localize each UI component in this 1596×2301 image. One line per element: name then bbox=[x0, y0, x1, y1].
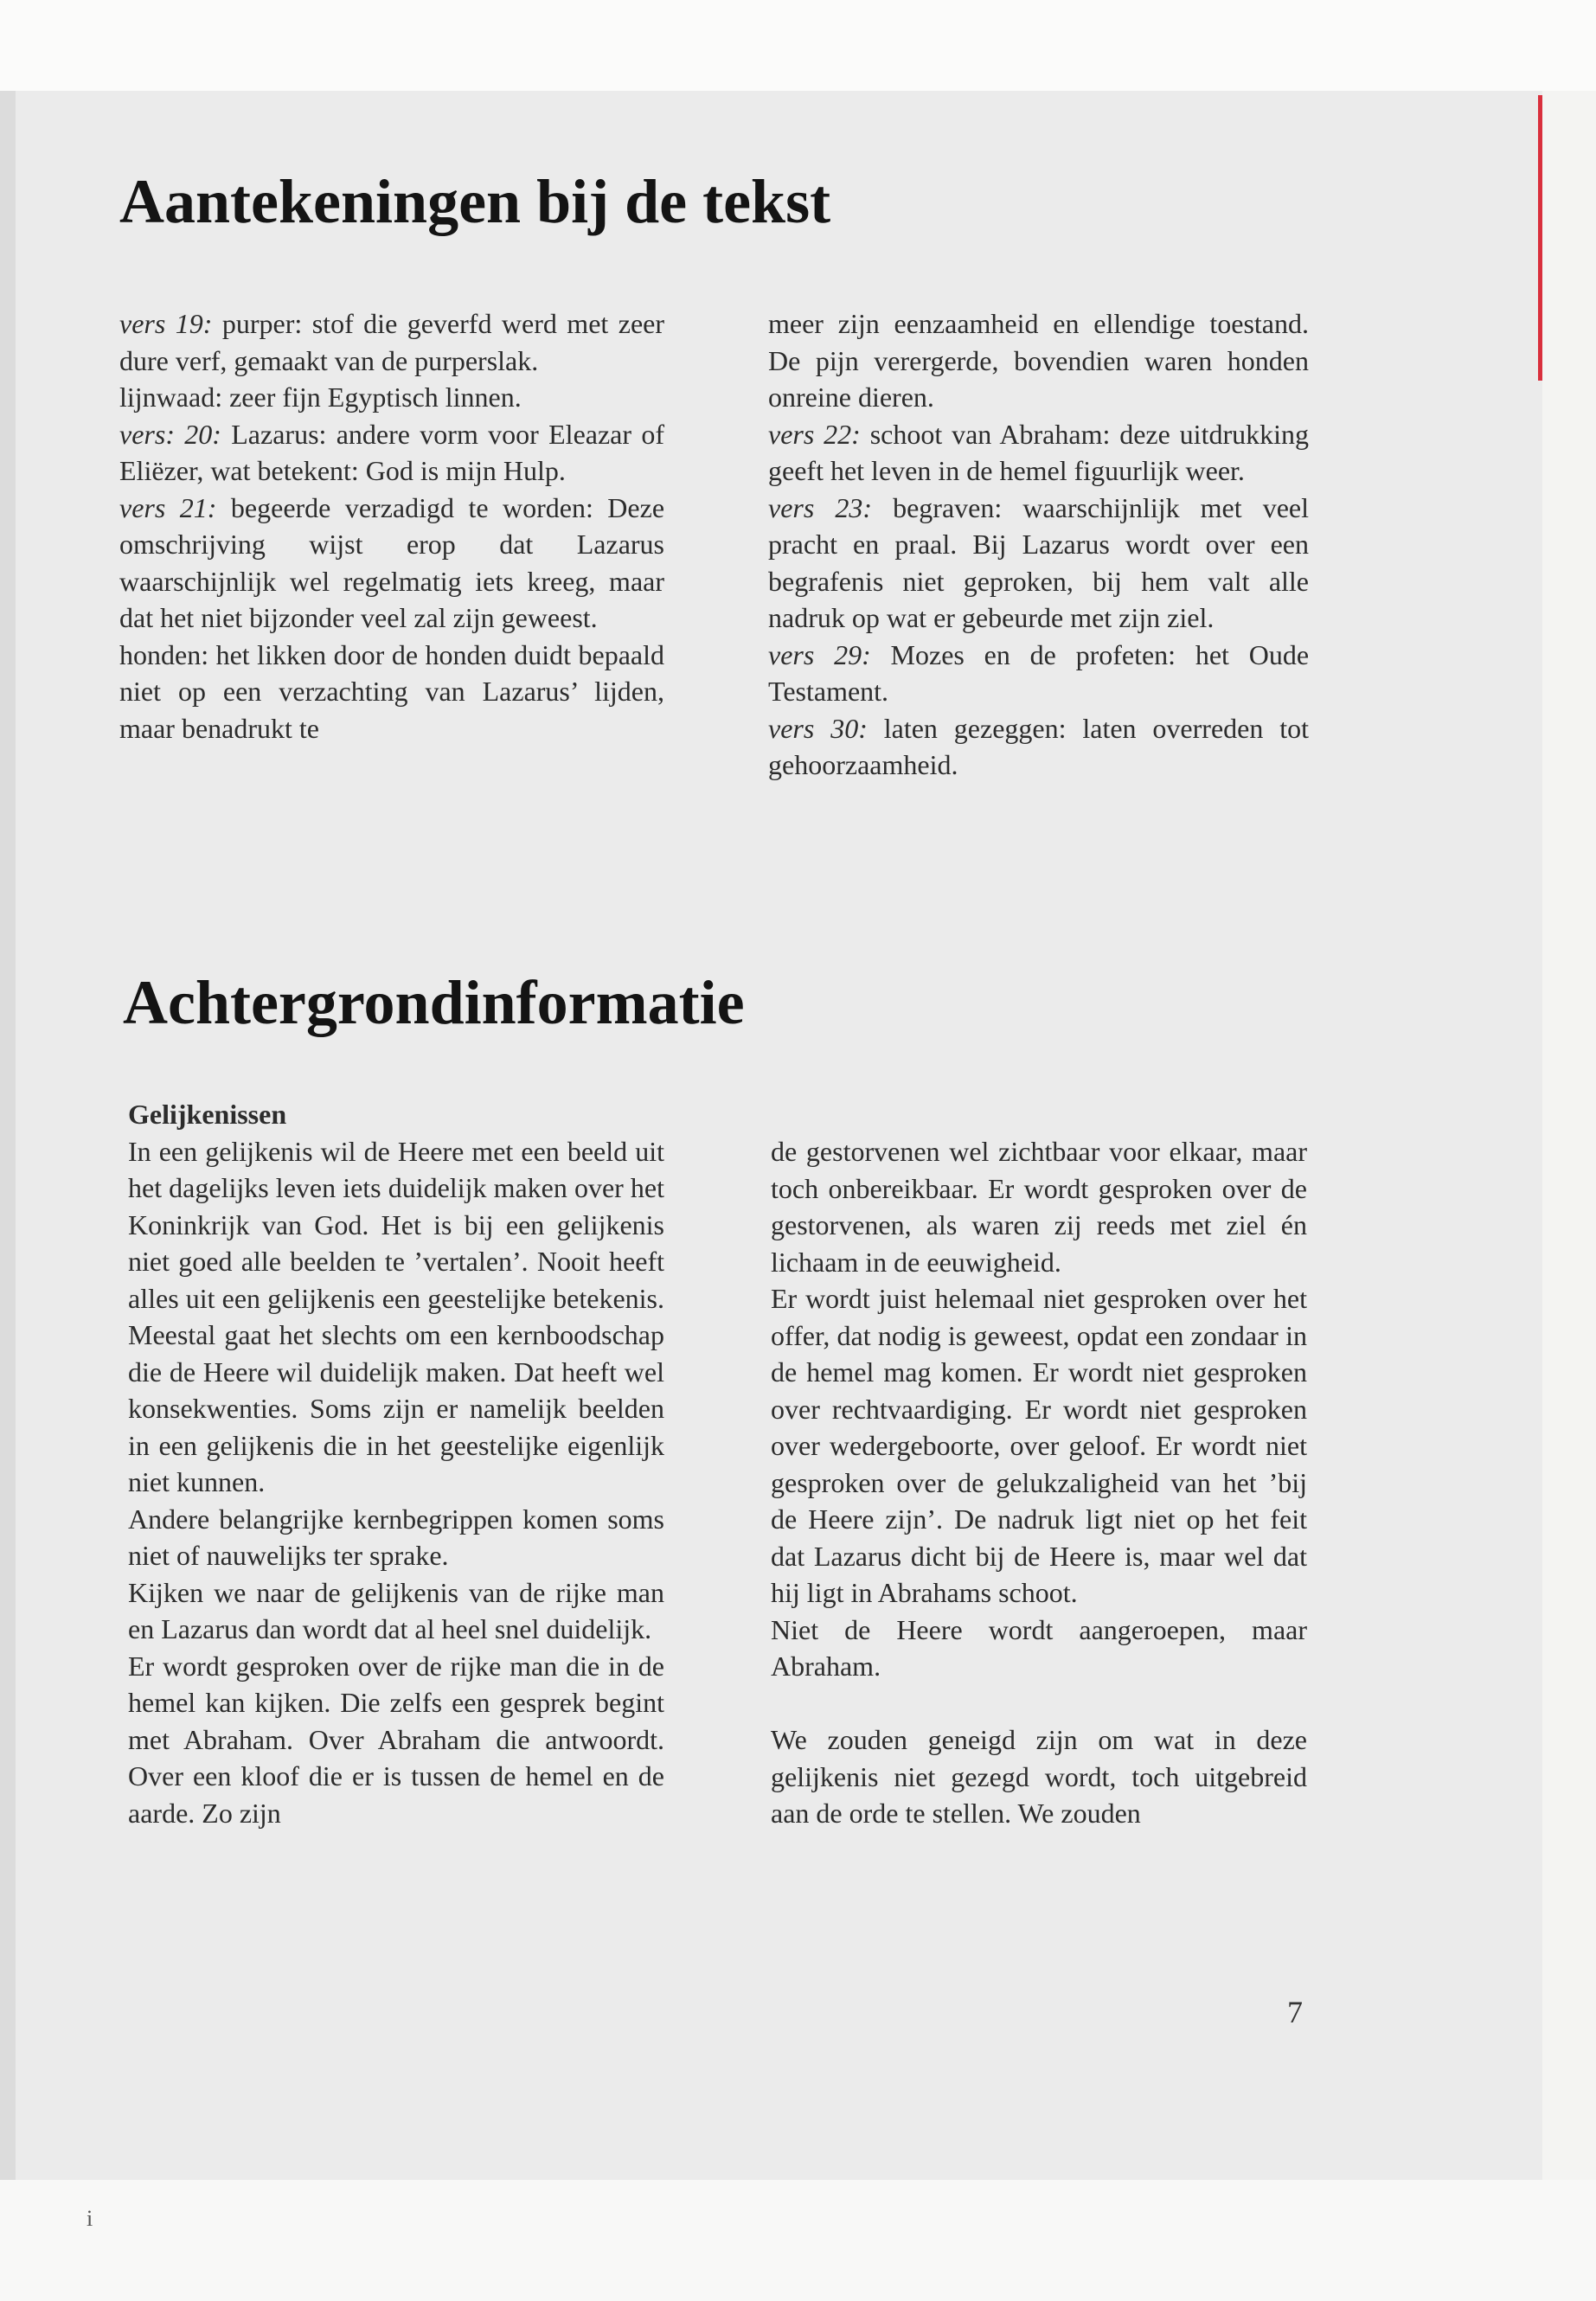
section-heading-annotations: Aantekeningen bij de tekst bbox=[119, 167, 831, 236]
verse-label: vers 23: bbox=[768, 491, 873, 523]
annotation-verse-30 bbox=[768, 710, 1309, 784]
subheading-parables: Gelijkenissen bbox=[128, 1099, 287, 1130]
annotation-verse-22 bbox=[768, 416, 1309, 490]
verse-label: vers 19: bbox=[119, 308, 213, 339]
scan-bottom-margin bbox=[0, 2180, 1596, 2301]
verse-label: vers: 20: bbox=[119, 418, 221, 450]
paragraph-spacer bbox=[771, 1685, 1307, 1722]
annotation-text: begeerde verzadigd te worden: Deze omschrijving wijst erop dat Lazarus waarschijnlijk wel regelmatig iets kreeg, maar dat het niet bijzonder veel zal zijn geweest. bbox=[119, 491, 665, 633]
paragraph: We zouden geneigd zijn om wat in deze gelijkenis niet gezegd wordt, toch uitgebreid aan de orde te stellen. We zouden bbox=[771, 1724, 1307, 1829]
annotation-text: purper: stof die geverfd werd met zeer dure verf, gemaakt van de purperslak. bbox=[119, 308, 665, 376]
paragraph: Er wordt juist helemaal niet gesproken over het offer, dat nodig is geweest, opdat een zondaar in de hemel mag komen. Er wordt niet gesproken over rechtvaardiging. Er wordt niet gesproken over wedergeboorte, over geloof. Er wordt niet gesproken over de gelukzaligheid van het ’bij de Heere zijn’. De nadruk ligt niet op het feit dat Lazarus dicht bij de Heere is, maar wel dat hij ligt in Abrahams schoot. bbox=[771, 1283, 1307, 1608]
annotation-verse-21 bbox=[119, 490, 664, 637]
annotations-right-column bbox=[768, 305, 1309, 784]
verse-label: vers 22: bbox=[768, 418, 861, 450]
paragraph: Kijken we naar de gelijkenis van de rijke man en Lazarus dan wordt dat al heel snel duidelijk. bbox=[128, 1576, 664, 1644]
paragraph: Niet de Heere wordt aangeroepen, maar Abraham. bbox=[771, 1613, 1307, 1682]
annotation-dogs-continued: meer zijn eenzaamheid en ellendige toestand. De pijn verergerde, bovendien waren honden onreine dieren. bbox=[768, 308, 1309, 413]
verse-label: vers 29: bbox=[768, 638, 871, 670]
page-number: 7 bbox=[1287, 1995, 1303, 2029]
page-binding-edge bbox=[0, 91, 16, 2180]
scan-artifact-mark: i bbox=[87, 2206, 93, 2231]
annotation-text: Mozes en de profeten: het Oude Testament. bbox=[768, 638, 1310, 707]
background-left-column bbox=[128, 1096, 664, 1831]
verse-label: vers 21: bbox=[119, 491, 217, 523]
annotation-text: laten gezeggen: laten overreden tot gehoorzaamheid. bbox=[768, 712, 1309, 780]
scan-top-margin bbox=[0, 0, 1596, 91]
annotation-text: Lazarus: andere vorm voor Eleazar of Eliëzer, wat betekent: God is mijn Hulp. bbox=[119, 418, 664, 486]
annotation-verse-20 bbox=[119, 416, 664, 490]
annotation-text: schoot van Abraham: deze uitdrukking geeft het leven in de hemel figuurlijk weer. bbox=[768, 418, 1309, 486]
annotations-left-column bbox=[119, 305, 664, 747]
background-right-column bbox=[771, 1133, 1307, 1832]
paragraph: In een gelijkenis wil de Heere met een beeld uit het dagelijks leven iets duidelijk maken over het Koninkrijk van God. Het is bij een gelijkenis niet goed alle beelden te ’vertalen’. Nooit heeft alles uit een gelijkenis een geestelijke betekenis. Meestal gaat het slechts om een kernboodschap die de Heere wil duidelijk maken. Dat heeft wel konsekwenties. Soms zijn er namelijk beelden in een gelijkenis die in het geestelijke eigenlijk niet kunnen. bbox=[128, 1135, 664, 1497]
paragraph: Andere belangrijke kernbegrippen komen soms niet of nauwelijks ter sprake. bbox=[128, 1503, 664, 1571]
annotation-verse-29 bbox=[768, 637, 1309, 710]
paragraph: de gestorvenen wel zichtbaar voor elkaar, maar toch onbereikbaar. Er wordt gesproken over de gestorvenen, als waren zij reeds met ziel én lichaam in de eeuwigheid. bbox=[771, 1136, 1307, 1278]
verse-label: vers 30: bbox=[768, 712, 868, 744]
annotation-linen: lijnwaad: zeer fijn Egyptisch linnen. bbox=[119, 381, 522, 413]
annotation-text: begraven: waarschijnlijk met veel pracht en praal. Bij Lazarus wordt over een begrafenis niet geproken, bij hem valt alle nadruk op wat er gebeurde met zijn ziel. bbox=[768, 491, 1309, 633]
annotation-dogs: honden: het likken door de honden duidt bepaald niet op een verzachting van Lazarus’ lijden, maar benadrukt te bbox=[119, 638, 664, 744]
annotation-verse-23 bbox=[768, 490, 1309, 637]
annotation-verse-19 bbox=[119, 305, 664, 379]
scan-right-margin bbox=[1542, 91, 1596, 2301]
paragraph: Er wordt gesproken over de rijke man die in de hemel kan kijken. Die zelfs een gesprek begint met Abraham. Over Abraham die antwoordt. Over een kloof die er is tussen de hemel en de aarde. Zo zijn bbox=[128, 1650, 664, 1829]
section-heading-background: Achtergrondinformatie bbox=[123, 968, 745, 1037]
